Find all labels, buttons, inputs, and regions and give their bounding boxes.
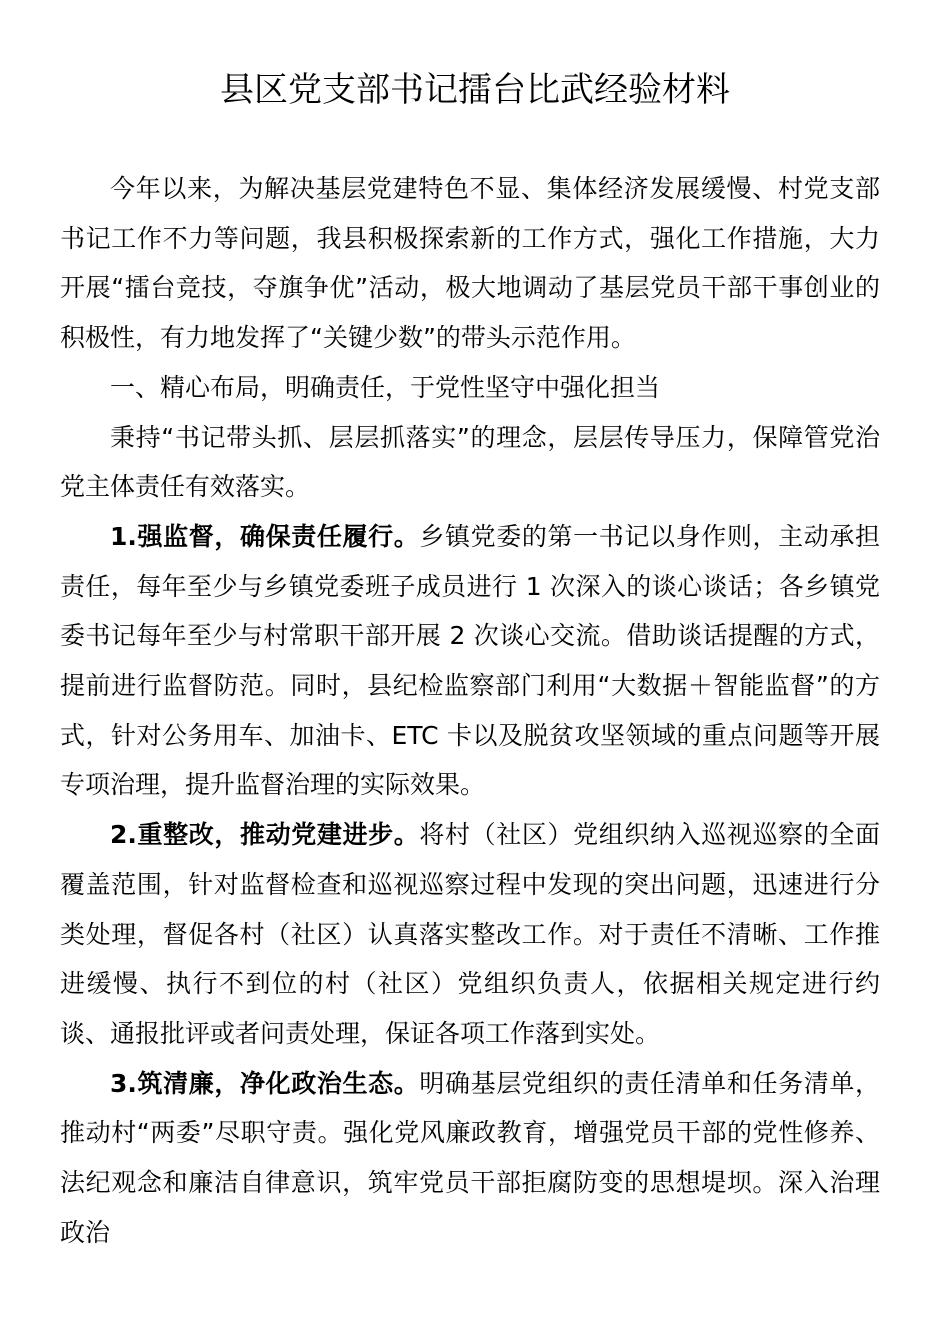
item-text-2: 将村（社区）党组织纳入巡视巡察的全面覆盖范围，针对监督检查和巡视巡察过程中发现的突出问题，迅速进行分类处理，督促各村（社区）认真落实整改工作。对于责任不清晰、工作推进缓慢、执行不到位的村（社区）党组织负责人，依据相关规定进行约谈、通报批评或者问责处理，保证各项工作落到实处。 bbox=[60, 820, 880, 1048]
item-lead-3: 3.筑清廉，净化政治生态。 bbox=[110, 1068, 420, 1098]
section-heading: 一、精心布局，明确责任，于党性坚守中强化担当 bbox=[110, 372, 661, 402]
item-paragraph-1 bbox=[60, 512, 880, 810]
section-intro-paragraph: 秉持“书记带头抓、层层抓落实”的理念，层层传导压力，保障管党治党主体责任有效落实。 bbox=[60, 422, 880, 502]
item-paragraph-2 bbox=[60, 810, 880, 1059]
item-lead-1: 1.强监督，确保责任履行。 bbox=[110, 521, 420, 551]
item-text-1: 乡镇党委的第一书记以身作则，主动承担责任，每年至少与乡镇党委班子成员进行 1 次深入的谈心谈话；各乡镇党委书记每年至少与村常职干部开展 2 次谈心交流。借助谈话提醒的方式，提前进行监督防范。同时，县纪检监察部门利用“大数据＋智能监督”的方式，针对公务用车、加油卡、ETC 卡以及脱贫攻坚领域的重点问题等开展专项治理，提升监督治理的实际效果。 bbox=[60, 521, 880, 800]
document-body bbox=[60, 164, 880, 1257]
intro-paragraph: 今年以来，为解决基层党建特色不显、集体经济发展缓慢、村党支部书记工作不力等问题，我县积极探索新的工作方式，强化工作措施，大力开展“擂台竞技，夺旗争优”活动，极大地调动了基层党员干部干事创业的积极性，有力地发挥了“关键少数”的带头示范作用。 bbox=[60, 174, 880, 353]
document-title: 县区党支部书记擂台比武经验材料 bbox=[220, 70, 730, 110]
item-text-3: 明确基层党组织的责任清单和任务清单，推动村“两委”尽职守责。强化党风廉政教育，增强党员干部的党性修养、法纪观念和廉洁自律意识，筑牢党员干部拒腐防变的思想堤坝。深入治理政治 bbox=[60, 1068, 880, 1247]
item-lead-2: 2.重整改，推动党建进步。 bbox=[110, 820, 420, 850]
item-paragraph-3 bbox=[60, 1059, 880, 1258]
